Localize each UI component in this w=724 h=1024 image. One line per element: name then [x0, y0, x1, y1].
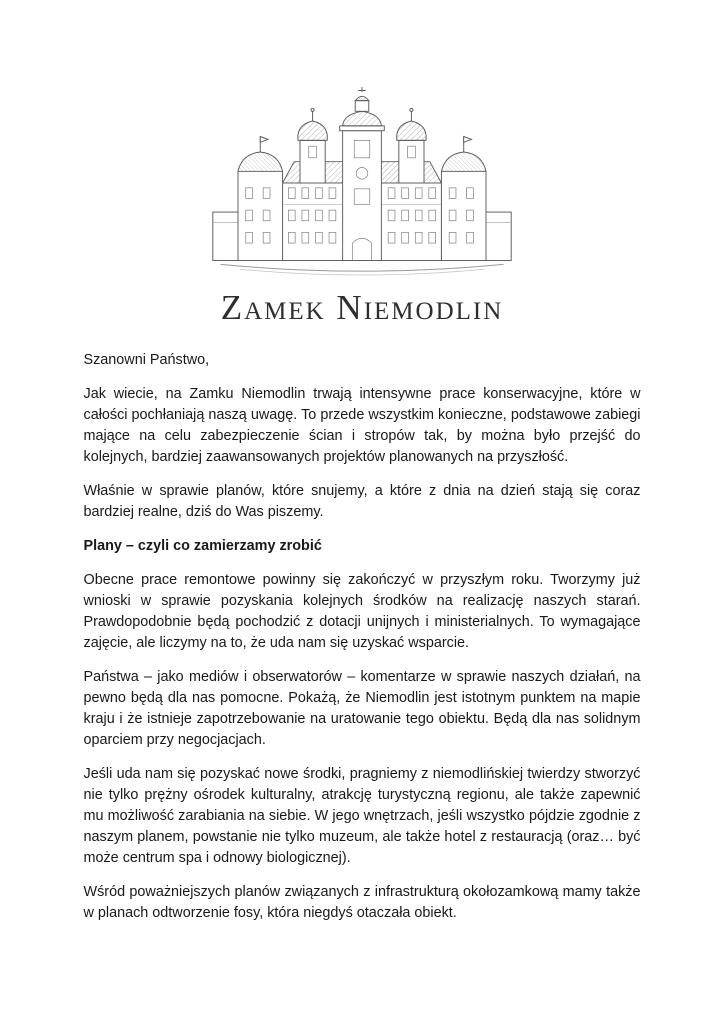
letterhead — [0, 0, 724, 328]
paragraph-renovation: Jak wiecie, na Zamku Niemodlin trwają intensywne prace konserwacyjne, które w całości pochłaniają naszą uwagę. To przede wszystkim konieczne, podstawowe zabiegi mające na celu zabezpieczenie ścian i stropów tak, by można było przejść do kolejnych, bardziej zaawansowanych projektów planowanych na przyszłość. — [83, 385, 641, 465]
paragraph-vision: Jeśli uda nam się pozyskać nowe środki, pragniemy z niemodlińskiej twierdzy stworzyć nie tylko prężny ośrodek kulturalny, atrakcję turystyczną regionu, ale także zapewnić mu możliwość zarabiania na siebie. W jego wnętrzach, jeśli wszystko pójdzie zgodnie z naszym planem, powstanie nie tylko muzeum, ale także hotel z restauracją (oraz… być może centrum spa i odnowy biologicznej). — [83, 765, 641, 866]
castle-illustration-icon — [207, 86, 517, 280]
page-title: Zamek Niemodlin — [220, 288, 504, 327]
paragraph-moat: Wśród poważniejszych planów związanych z infrastrukturą okołozamkową mamy także w planach odtworzenie fosy, która niegdyś otaczała obiekt. — [83, 883, 641, 921]
salutation: Szanowni Państwo, — [83, 351, 210, 368]
letter-body — [84, 350, 641, 924]
section-heading: Plany – czyli co zamierzamy zrobić — [83, 537, 322, 554]
paragraph-funding: Obecne prace remontowe powinny się zakończyć w przyszłym roku. Tworzymy już wnioski w sprawie pozyskania kolejnych środków na realizację naszych starań. Prawdopodobnie będą pochodzić z dotacji unijnych i ministerialnych. To wymagające zajęcie, ale liczymy na to, że uda nam się uzyskać wsparcie. — [83, 571, 641, 651]
paragraph-plans-intro: Właśnie w sprawie planów, które snujemy, a które z dnia na dzień stają się coraz bardziej realne, dziś do Was piszemy. — [83, 482, 641, 520]
paragraph-media: Państwa – jako mediów i obserwatorów – komentarze w sprawie naszych działań, na pewno będą dla nas pomocne. Pokażą, że Niemodlin jest istotnym punktem na mapie kraju i że istnieje zapotrzebowanie na uratowanie tego obiektu. Będą dla nas solidnym oparciem przy negocjacjach. — [83, 668, 641, 748]
